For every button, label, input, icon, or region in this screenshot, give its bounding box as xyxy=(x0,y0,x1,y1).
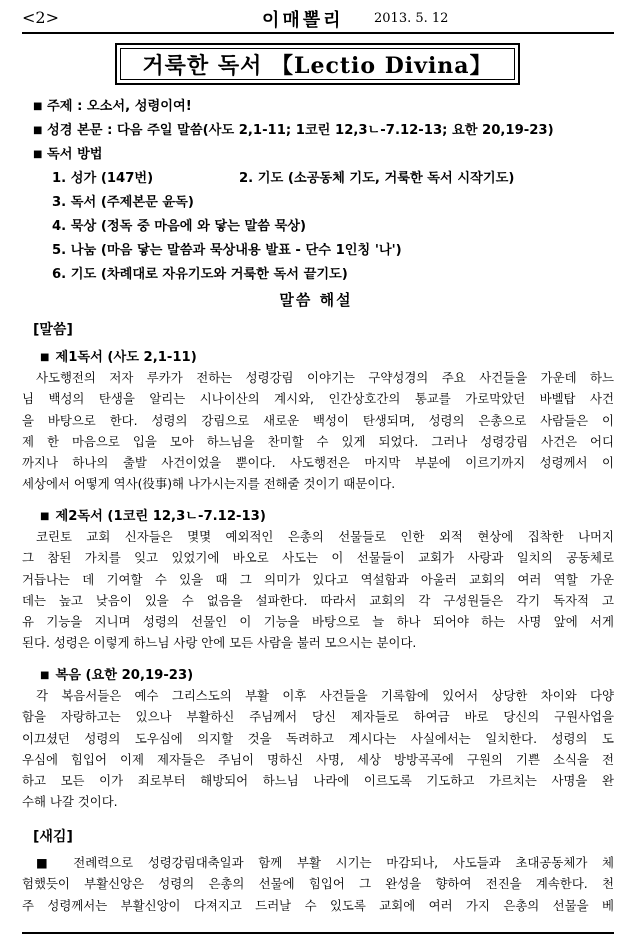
paragraph-line: ■ 전례력으로 성령강림대축일과 함께 부활 시기는 마감되나, 사도들과 초대공동체가 체 xyxy=(36,855,614,870)
header-divider xyxy=(22,32,614,34)
paragraph-line: 세상에서 어떻게 역사(役事)해 나가시는지를 전해줄 것이기 때문이다. xyxy=(22,476,396,492)
reflection-paragraph xyxy=(22,852,614,916)
square-bullet-icon: ■ xyxy=(33,101,43,112)
paragraph-line: 주 성령께서는 부활신앙이 다져지고 드러날 수 있도록 교회에 여러 가지 은총의 선물을 베 xyxy=(22,897,614,913)
reading-paragraph xyxy=(22,685,614,813)
title-box xyxy=(115,43,520,85)
reading-heading-text: 제1독서 (사도 2,1-11) xyxy=(55,350,197,365)
title-latin: Lectio Divina xyxy=(294,52,470,79)
method-step-row xyxy=(33,167,613,191)
reading-heading xyxy=(40,346,197,365)
paragraph-line: 까지나 하나의 출발 사건이었을 뿐이다. 사도행전은 마지막 부분에 이르기까지 성령께서 이 xyxy=(22,455,614,471)
method-step-row xyxy=(33,215,613,239)
paragraph-line: 수해 나갈 것이다. xyxy=(22,794,118,810)
paragraph-line: 님 백성의 탄생을 알리는 시나이산의 계시와, 인간상호간의 통교를 가로막았던 바벨탑 사건 xyxy=(22,391,614,407)
method-step: 5. 나눔 (마음 닿는 말씀과 묵상내용 발표 - 단수 1인칭 '나') xyxy=(52,243,402,258)
title-close-bracket: 】 xyxy=(469,53,493,79)
paragraph-line: 각 복음서들은 예수 그리스도의 부활 이후 사건들을 기록함에 있어서 상당한 차이와 다양 xyxy=(36,688,614,703)
method-step: 1. 성가 (147번) xyxy=(52,171,154,186)
paragraph-line: 데는 높고 낮음이 있을 수 없음을 설파한다. 따라서 교회의 각 구성원들은 각기 독자적 고 xyxy=(22,592,614,608)
method-step: 6. 기도 (차례대로 자유기도와 거룩한 독서 끝기도) xyxy=(52,267,348,282)
paragraph-line: 그 참된 가치를 잊고 있었기에 바오로 사도는 이 선물들이 교회가 사랑과 일치의 공동체로 xyxy=(22,550,614,566)
reading-paragraph xyxy=(22,367,614,495)
square-bullet-icon: ■ xyxy=(40,352,50,363)
paragraph-line: 된다. 성령은 이렇게 하느님 사랑 안에 모든 사람을 불러 모으시는 분이다. xyxy=(22,635,417,651)
theme-text: 주제 : 오소서, 성령이여! xyxy=(47,99,192,114)
paragraph-line: 우심에 힘입어 이제 제자들은 주님이 명하신 사명, 세상 방방곡곡에 구원의 기쁜 소식을 전 xyxy=(22,751,614,767)
paragraph-line: 이끄셨던 성령의 도우심에 의지할 것을 독려하고 계시다는 사실에서는 일치한다. 성령의 도 xyxy=(22,730,614,746)
page-number: <2> xyxy=(22,8,59,27)
section-title: 말씀 해설 xyxy=(279,291,353,309)
square-bullet-icon: ■ xyxy=(33,149,43,160)
title-korean: 거룩한 독서 xyxy=(142,53,263,79)
paragraph-line: 하고 모든 이가 죄로부터 해방되어 하느님 나라에 이르도록 기도하고 가르치는 사명을 완 xyxy=(22,773,614,789)
reading-heading xyxy=(40,664,193,683)
method-step: 2. 기도 (소공동체 기도, 거룩한 독서 시작기도) xyxy=(239,171,515,186)
method-step-row xyxy=(33,263,613,287)
theme-line xyxy=(33,95,613,119)
square-bullet-icon: ■ xyxy=(33,125,43,136)
method-line xyxy=(33,143,613,167)
info-block xyxy=(33,95,613,287)
square-bullet-icon: ■ xyxy=(40,511,50,522)
paragraph-line: 제 한 마음으로 입을 모아 하느님을 찬미할 수 있게 되었다. 그러나 성령강림 사건은 어디 xyxy=(22,433,614,449)
paragraph-line: 험했듯이 부활신앙은 성령의 은총의 선물에 힘입어 그 완성을 향하여 전진을 계속한다. 천 xyxy=(22,876,614,892)
method-step-row xyxy=(33,191,613,215)
paragraph-line: 코린토 교회 신자들은 몇몇 예외적인 은총의 선물들로 인한 외적 현상에 집착한 나머지 xyxy=(36,529,614,544)
method-step: 3. 독서 (주제본문 윤독) xyxy=(52,195,194,210)
page-title xyxy=(142,49,492,80)
reading-heading-text: 제2독서 (1코린 12,3ㄴ-7.12-13) xyxy=(55,509,266,524)
scripture-text: 성경 본문 : 다음 주일 말씀(사도 2,1-11; 1코린 12,3ㄴ-7.12-13; 요한 20,19-23) xyxy=(47,123,554,138)
paragraph-line: 함을 자랑하고는 있으나 부활하신 주님께서 당신 제자들로 하여금 바로 당신의 구원사업을 xyxy=(22,709,614,725)
method-step: 4. 묵상 (정독 중 마음에 와 닿는 말씀 묵상) xyxy=(52,219,307,234)
scripture-line xyxy=(33,119,613,143)
word-label: [말씀] xyxy=(33,322,73,338)
issue-date: 2013. 5. 12 xyxy=(374,11,449,26)
paragraph-line: 거듭나는 데 기여할 수 있을 때 그 의미가 있다고 역설함과 아울러 교회의 여러 역할 가운 xyxy=(22,571,614,587)
reading-paragraph xyxy=(22,526,614,654)
title-open-bracket: 【 xyxy=(271,53,295,79)
title-box-inner xyxy=(120,48,515,80)
page-header xyxy=(22,8,614,30)
paragraph-line: 사도행전의 저자 루카가 전하는 성령강림 이야기는 구약성경의 주요 사건들을 가운데 하느 xyxy=(36,370,614,385)
reading-heading-text: 복음 (요한 20,19-23) xyxy=(55,668,194,683)
paragraph-line: 유 기능을 지니며 성령의 선물인 이 기능을 바탕으로 늘 하나 되어야 하는 사명 앞에 서게 xyxy=(22,614,614,630)
footer-divider xyxy=(22,932,614,934)
reflection-label: [새김] xyxy=(33,829,73,845)
paragraph-line: 을 바탕으로 한다. 성령의 강림으로 새로운 백성이 탄생되며, 성령의 은총으로 사람들은 이 xyxy=(22,412,614,428)
reading-heading xyxy=(40,505,266,524)
newsletter-name: 이매뽈리 xyxy=(262,10,344,31)
square-bullet-icon: ■ xyxy=(40,670,50,681)
method-step-row xyxy=(33,239,613,263)
method-label: 독서 방법 xyxy=(47,147,103,162)
